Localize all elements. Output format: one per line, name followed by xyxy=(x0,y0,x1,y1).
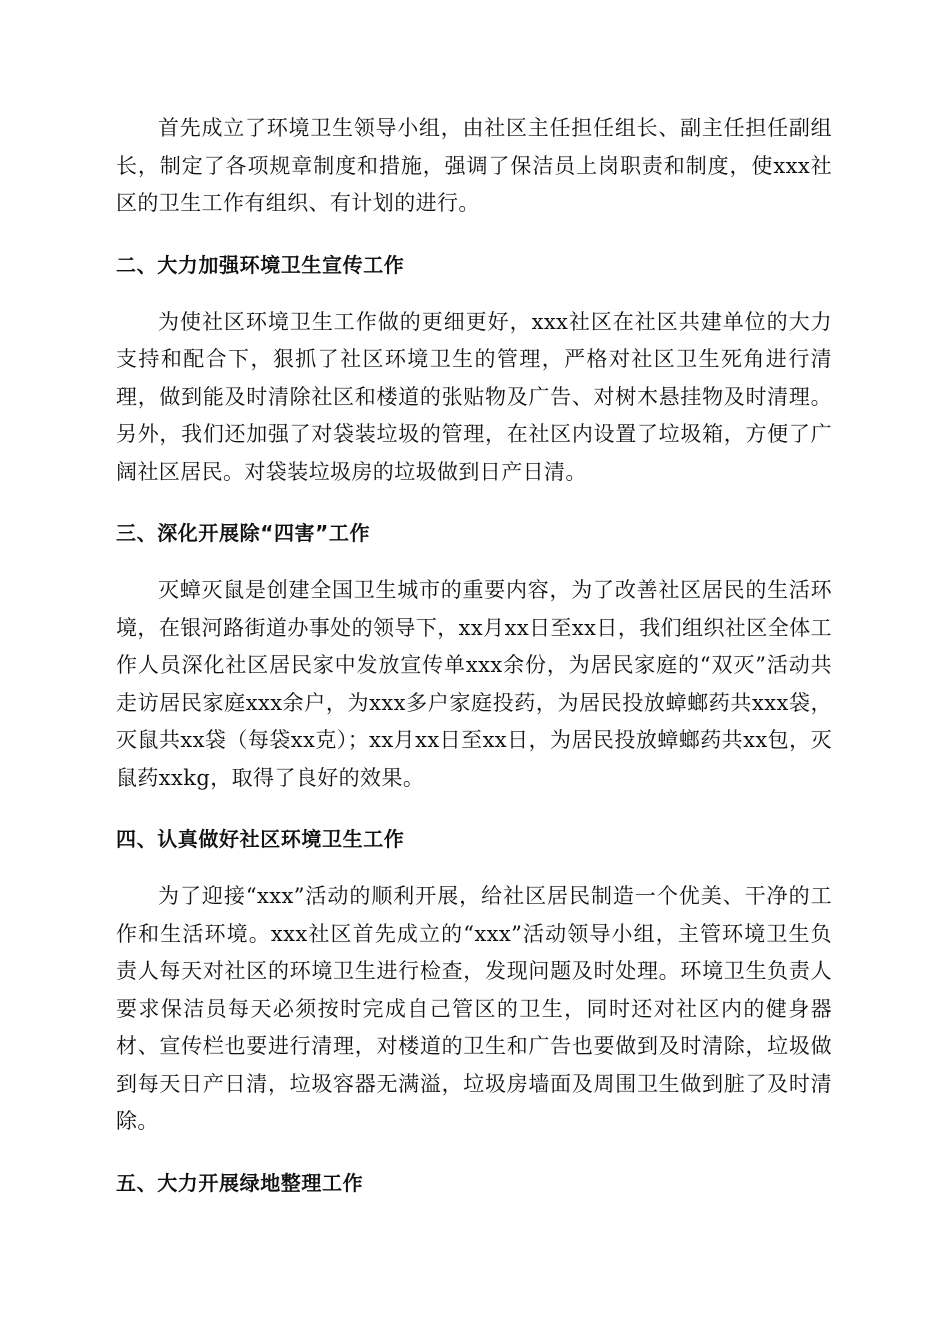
spacer xyxy=(116,491,832,518)
section-heading-publicity: 二、大力加强环境卫生宣传工作 xyxy=(116,252,405,277)
section-heading-four-pests: 三、深化开展除“四害”工作 xyxy=(116,521,371,545)
spacer xyxy=(116,1141,832,1168)
spacer xyxy=(116,797,832,824)
spacer xyxy=(116,223,832,250)
spacer xyxy=(116,280,832,304)
spacer xyxy=(116,854,832,878)
spacer xyxy=(116,548,832,572)
paragraph-publicity: 为使社区环境卫生工作做的更细更好，xxx社区在社区共建单位的大力支持和配合下，狠抓了社区环境卫生的管理，严格对社区卫生死角进行清理，做到能及时清除社区和楼道的张贴物及广告、对树木悬挂物及时清理。另外，我们还加强了对袋装垃圾的管理，在社区内设置了垃圾箱，方便了广阔社区居民。对袋装垃圾房的垃圾做到日产日清。 xyxy=(116,309,832,484)
section-heading-community-hygiene: 四、认真做好社区环境卫生工作 xyxy=(116,827,405,851)
paragraph-leadership-group: 首先成立了环境卫生领导小组，由社区主任担任组长、副主任担任副组长，制定了各项规章制度和措施，强调了保洁员上岗职责和制度，使xxx社区的卫生工作有组织、有计划的进行。 xyxy=(116,116,832,215)
section-heading-greenland: 五、大力开展绿地整理工作 xyxy=(116,1170,364,1195)
paragraph-four-pests: 灭蟑灭鼠是创建全国卫生城市的重要内容，为了改善社区居民的生活环境，在银河路街道办事处的领导下，xx月xx日至xx日，我们组织社区全体工作人员深化社区居民家中发放宣传单xxx余份，为居民家庭的“双灭”活动共走访居民家庭xxx余户，为xxx多户家庭投药，为居民投放蟑螂药共xxx袋，灭鼠共xx袋（每袋xx克）；xx月xx日至xx日，为居民投放蟑螂药共xx包，灭鼠药xxkg，取得了良好的效果。 xyxy=(116,578,832,790)
document-body xyxy=(116,110,832,1198)
paragraph-community-hygiene: 为了迎接“xxx”活动的顺利开展，给社区居民制造一个优美、干净的工作和生活环境。xxx社区首先成立的“xxx”活动领导小组，主管环境卫生负责人每天对社区的环境卫生进行检查，发现问题及时处理。环境卫生负责人要求保洁员每天必须按时完成自己管区的卫生，同时还对社区内的健身器材、宣传栏也要进行清理，对楼道的卫生和广告也要做到及时清除，垃圾做到每天日产日清，垃圾容器无满溢，垃圾房墙面及周围卫生做到脏了及时清除。 xyxy=(116,884,832,1133)
